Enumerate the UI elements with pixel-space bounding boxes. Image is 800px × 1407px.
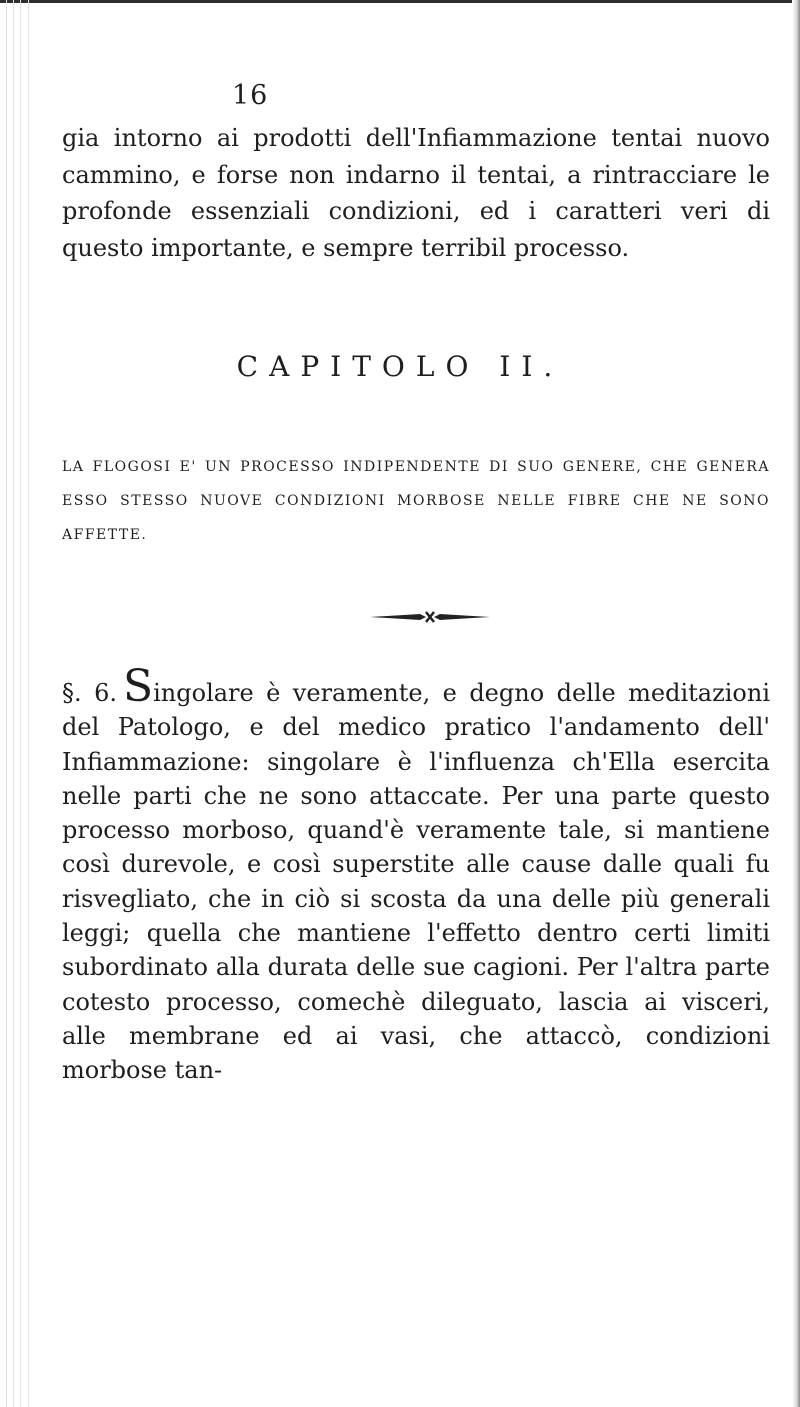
continuation-paragraph (62, 120, 770, 266)
section-text: ingolare è veramente, e degno delle meditazioni del Patologo, e del medico pratico l'andamento dell' Infiammazione: singolare è l'influenza ch'Ella esercita nelle parti che ne sono attaccate. Per una parte questo processo morboso, quand'è veramente tale, si mantiene così durevole, e così superstite alle cause dalle quali fu risvegliato, che in ciò si scosta da una delle più generali leggi; quella che mantiene l'effetto dentro certi limiti subordinato alla durata delle sue cagioni. Per l'altra parte cotesto processo, comechè dileguato, lascia ai visceri, alle membrane ed ai vasi, che attaccò, condizioni morbose tan- (62, 679, 770, 1085)
section-number: §. 6. (62, 679, 117, 707)
chapter-summary: LA FLOGOSI E' UN PROCESSO INDIPENDENTE DI SUO GENERE, CHE GENERA ESSO STESSO NUOVE CONDIZIONI MORBOSE NELLE FIBRE CHE NE SONO AFFETTE. (62, 459, 770, 543)
continuation-text: gia intorno ai prodotti dell'Infiammazione tentai nuovo cammino, e forse non indarno il tentai, a rintracciare le profonde essenziali condizioni, ed i caratteri veri di questo importante, e sempre terribil processo. (62, 124, 770, 262)
ornament-rule-icon (368, 610, 492, 624)
page-number: 16 (232, 80, 269, 111)
drop-cap: S (122, 661, 154, 712)
chapter-heading: CAPITOLO II. (236, 350, 564, 383)
section-paragraph (62, 661, 770, 1088)
page-right-edge (792, 0, 800, 1407)
margin-ghost-lines (0, 0, 45, 1407)
page-top-edge (0, 0, 800, 3)
